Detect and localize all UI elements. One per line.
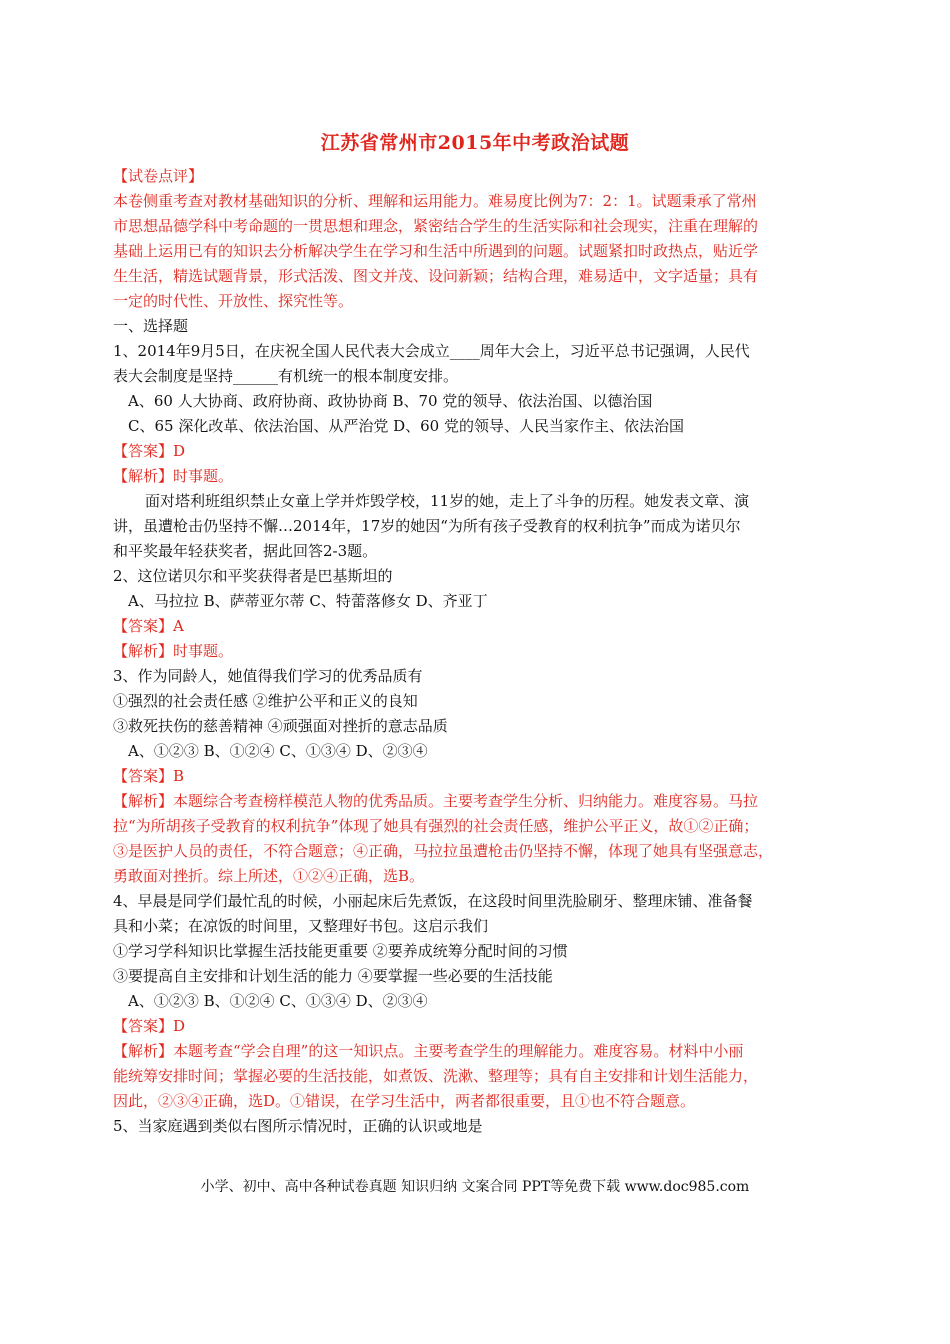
text-line: 因此，②③④正确，选D。①错误，在学习生活中，两者都很重要，且①也不符合题意。: [113, 1092, 696, 1110]
text-line: 【答案】D: [113, 1017, 186, 1035]
text-line: 生生活，精选试题背景，形式活泼、图文并茂、设问新颖；结构合理，难易适中，文字适量；具有: [113, 267, 759, 285]
text-line: ①强烈的社会责任感 ②维护公平和正义的良知: [113, 692, 418, 710]
text-line: A、①②③ B、①②④ C、①③④ D、②③④: [128, 992, 428, 1010]
text-line: 【解析】时事题。: [113, 642, 234, 660]
text-line: ①学习学科知识比掌握生活技能更重要 ②要养成统筹分配时间的习惯: [113, 942, 568, 960]
text-line: 能统筹安排时间；掌握必要的生活技能，如煮饭、洗漱、整理等；具有自主安排和计划生活能力，: [113, 1067, 759, 1085]
text-line: 【解析】时事题。: [113, 467, 234, 485]
text-line: 本卷侧重考查对教材基础知识的分析、理解和运用能力。难易度比例为7：2：1。试题秉承了常州: [113, 192, 757, 210]
text-line: A、60 人大协商、政府协商、政协协商 B、70 党的领导、依法治国、以德治国: [128, 392, 653, 410]
text-line: A、①②③ B、①②④ C、①③④ D、②③④: [128, 742, 428, 760]
text-line: 2、这位诺贝尔和平奖获得者是巴基斯坦的: [113, 567, 393, 585]
page-title: 江苏省常州市2015年中考政治试题: [320, 132, 630, 154]
text-line: A、马拉拉 B、萨蒂亚尔蒂 C、特蕾落修女 D、齐亚丁: [128, 592, 488, 610]
text-line: 【解析】本题综合考查榜样模范人物的优秀品质。主要考查学生分析、归纳能力。难度容易。马拉: [113, 792, 759, 810]
text-line: ③救死扶伤的慈善精神 ④顽强面对挫折的意志品质: [113, 717, 448, 735]
text-line: 一定的时代性、开放性、探究性等。: [113, 292, 354, 310]
text-line: 拉“为所胡孩子受教育的权利抗争”体现了她具有强烈的社会责任感，维护公平正义，故①②正确；: [113, 817, 759, 835]
text-line: 【答案】A: [113, 617, 184, 635]
text-line: 【解析】本题考查“学会自理”的这一知识点。主要考查学生的理解能力。难度容易。材料中小丽: [113, 1042, 744, 1060]
text-line: 一、选择题: [113, 317, 189, 335]
text-line: ③是医护人员的责任，不符合题意；④正确，马拉拉虽遭枪击仍坚持不懈，体现了她具有坚强意志，: [113, 842, 774, 860]
text-line: 表大会制度是坚持______有机统一的根本制度安排。: [113, 367, 459, 385]
text-line: 面对塔利班组织禁止女童上学并炸毁学校，11岁的她，走上了斗争的历程。她发表文章、演: [145, 492, 750, 510]
text-line: 讲，虽遭枪击仍坚持不懈…2014年，17岁的她因“为所有孩子受教育的权利抗争”而成为诺贝尔: [113, 517, 741, 535]
text-line: 1、2014年9月5日，在庆祝全国人民代表大会成立____周年大会上，习近平总书记强调，人民代: [113, 342, 750, 360]
document-body: [113, 164, 843, 1139]
text-line: 具和小菜；在凉饭的时间里，又整理好书包。这启示我们: [113, 917, 489, 935]
text-line: 勇敢面对挫折。综上所述，①②④正确，选B。: [113, 867, 425, 885]
text-line: 【答案】B: [113, 767, 185, 785]
text-line: C、65 深化改革、依法治国、从严治党 D、60 党的领导、人民当家作主、依法治国: [128, 417, 684, 435]
text-line: 【试卷点评】: [113, 167, 204, 185]
text-line: 3、作为同龄人，她值得我们学习的优秀品质有: [113, 667, 423, 685]
page-footer: 小学、初中、高中各种试卷真题 知识归纳 文案合同 PPT等免费下载 www.doc985.com: [200, 1179, 750, 1195]
text-line: 4、早晨是同学们最忙乱的时候，小丽起床后先煮饭，在这段时间里洗脸刷牙、整理床铺、准备餐: [113, 892, 753, 910]
text-line: 基础上运用已有的知识去分析解决学生在学习和生活中所遇到的问题。试题紧扣时政热点，贴近学: [113, 242, 759, 260]
text-line: ③要提高自主安排和计划生活的能力 ④要掌握一些必要的生活技能: [113, 967, 553, 985]
text-line: 5、当家庭遇到类似右图所示情况时，正确的认识或地是: [113, 1117, 483, 1135]
text-line: 和平奖最年轻获奖者，据此回答2-3题。: [113, 542, 378, 560]
text-line: 市思想品德学科中考命题的一贯思想和理念，紧密结合学生的生活实际和社会现实，注重在理解的: [113, 217, 759, 235]
text-line: 【答案】D: [113, 442, 186, 460]
